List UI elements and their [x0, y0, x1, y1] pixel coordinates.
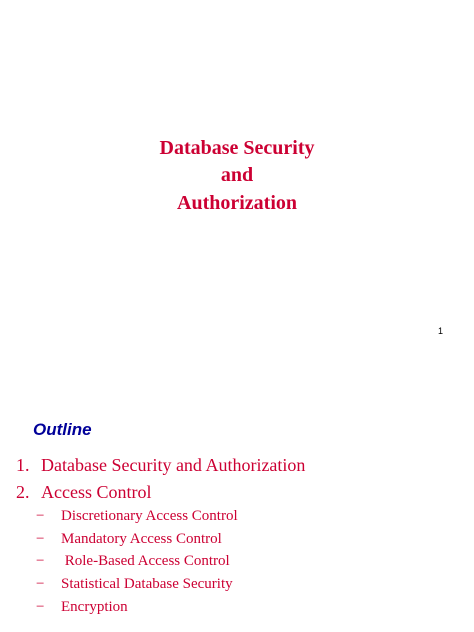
page-number: 1: [438, 326, 444, 336]
outline-subitem-text: Mandatory Access Control: [61, 531, 222, 547]
outline-subitem-text: Discretionary Access Control: [61, 508, 238, 524]
outline-subitem-text: Role-Based Access Control: [61, 553, 230, 569]
outline-subitem-text: Encryption: [61, 599, 128, 615]
outline-subitem-text: Statistical Database Security: [61, 576, 233, 592]
dash-bullet: −: [36, 553, 45, 569]
slide-title-line-3: Authorization: [177, 192, 297, 214]
outline-item-text: Database Security and Authorization: [41, 455, 306, 475]
dash-bullet: −: [36, 599, 45, 615]
dash-bullet: −: [36, 576, 45, 592]
outline-subitem-4: [36, 575, 233, 594]
dash-bullet: −: [36, 508, 45, 524]
outline-heading: Outline: [33, 420, 92, 439]
slide-title-line-2: and: [220, 164, 254, 186]
outline-item-2: [16, 481, 151, 503]
outline-item-number: 1.: [16, 455, 30, 475]
outline-subitem-1: [36, 507, 238, 526]
outline-item-text: Access Control: [41, 482, 152, 502]
outline-subitem-3: [36, 552, 230, 571]
dash-bullet: −: [36, 531, 45, 547]
slide-title-line-1: Database Security: [159, 137, 315, 159]
outline-item-number: 2.: [16, 482, 30, 502]
outline-item-1: [16, 454, 305, 476]
outline-subitem-5: [36, 598, 128, 617]
outline-slide: [0, 350, 474, 632]
outline-subitem-2: [36, 530, 222, 549]
